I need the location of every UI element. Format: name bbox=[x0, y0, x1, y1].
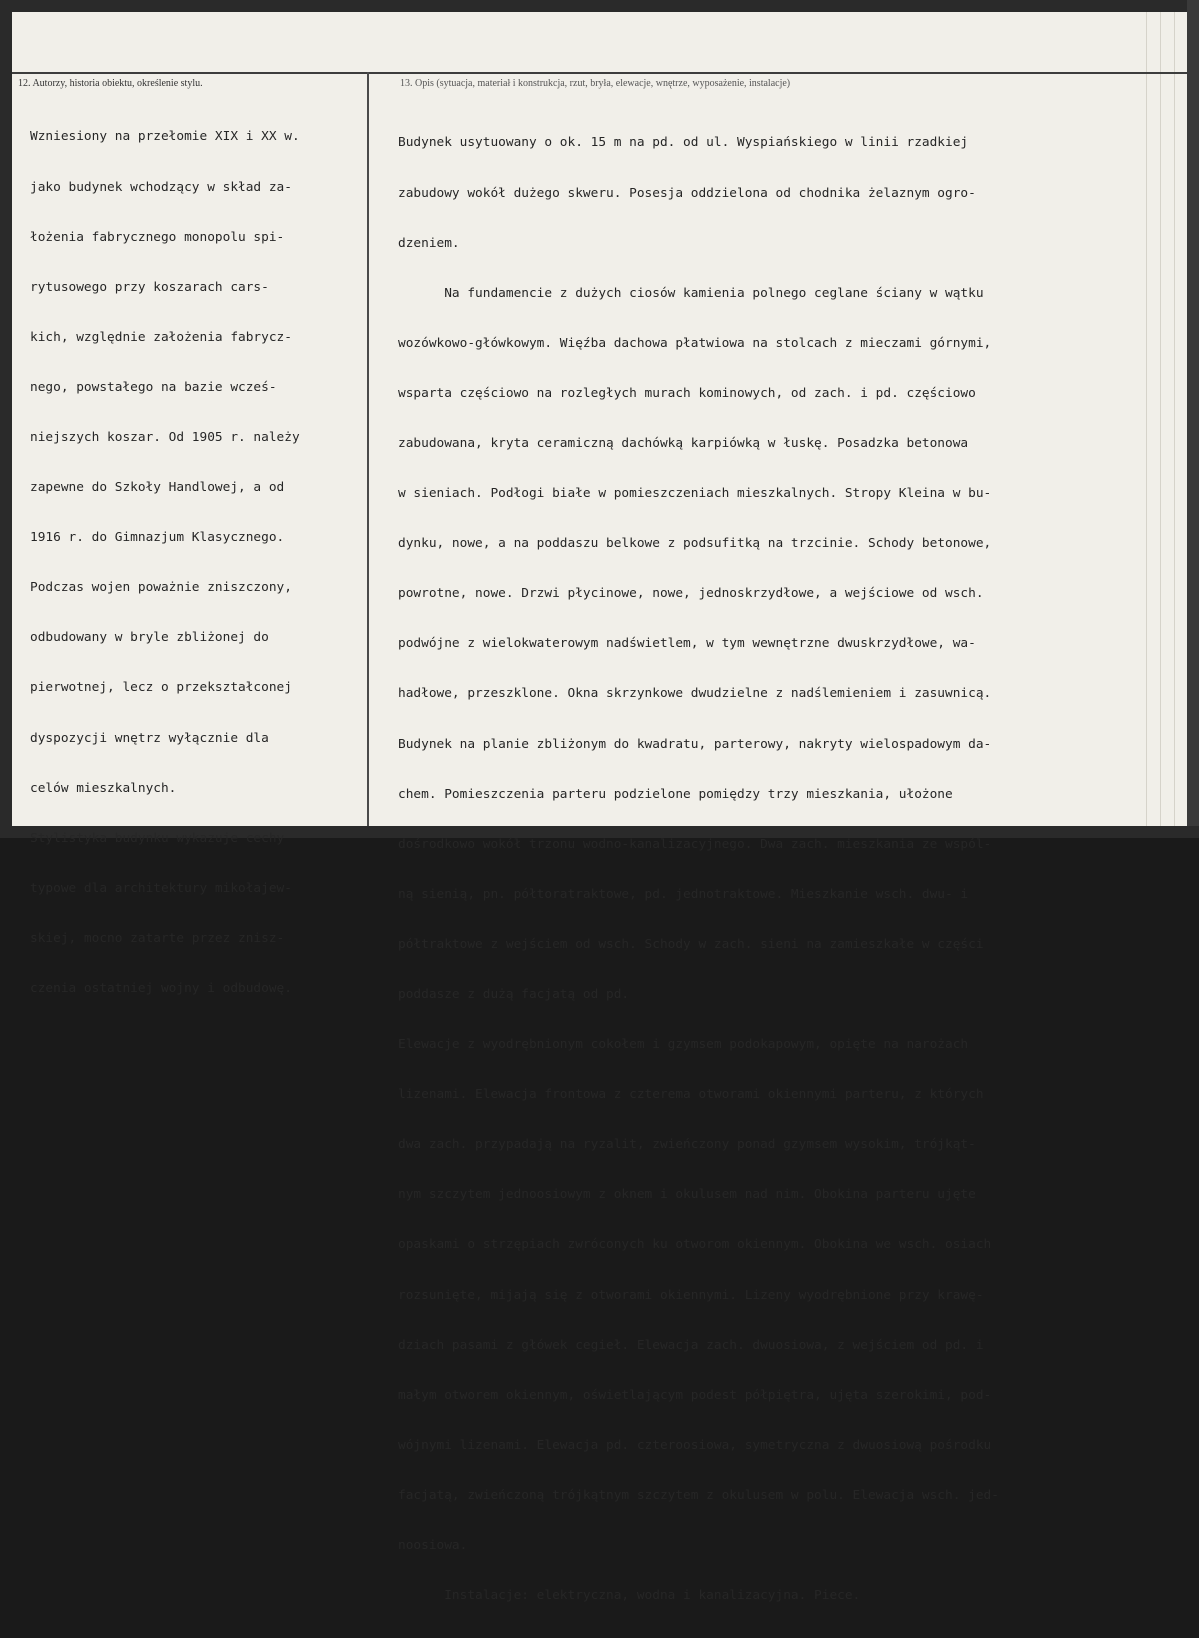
section-13-heading: 13. Opis (sytuacja, materiał i konstrukcja, rzut, bryła, elewacje, wnętrze, wyposażenie, instalacje) bbox=[400, 78, 791, 89]
text-line: dwa zach. przypadają na ryzalit, zwieńczony ponad gzymsem wysokim, trójkąt- bbox=[398, 1137, 976, 1153]
text-line: wozówkowo-główkowym. Więźba dachowa płatwiowa na stolcach z mieczami górnymi, bbox=[398, 335, 992, 351]
section-12-heading: 12. Autorzy, historia obiektu, określenie stylu. bbox=[18, 78, 203, 89]
text-line: rytusowego przy koszarach cars- bbox=[30, 279, 269, 295]
text-line: dzeniem. bbox=[398, 235, 460, 251]
text-line: facjatą, zwieńczoną trójkątnym szczytem z okulusem w polu. Elewacja wsch. jed- bbox=[398, 1487, 999, 1503]
text-line: celów mieszkalnych. bbox=[30, 780, 177, 796]
text-line: dośrodkowo wokół trzonu wodno-kanalizacyjnego. Dwa zach. mieszkania ze wspól- bbox=[398, 836, 992, 852]
text-line: noosiowa. bbox=[398, 1538, 468, 1554]
card-edge-line bbox=[1160, 12, 1161, 826]
text-line: odbudowany w bryle zbliżonej do bbox=[30, 630, 269, 646]
text-line: lizenami. Elewacja frontowa z czterema otworami okiennymi parteru, z których bbox=[398, 1087, 984, 1103]
text-line: pierwotnej, lecz o przekształconej bbox=[30, 680, 292, 696]
history-text bbox=[30, 96, 300, 1031]
text-line: półtraktowe z wejściem od wsch. Schody w zach. sieni na zamieszkałe w części bbox=[398, 936, 984, 952]
text-line: wójnymi lizenami. Elewacja pd. czteroosiowa, symetryczna z dwuosiową pośrodku bbox=[398, 1437, 992, 1453]
text-line: chem. Pomieszczenia parteru podzielone pomiędzy trzy mieszkania, ułożone bbox=[398, 786, 953, 802]
text-line: typowe dla architektury mikołajew- bbox=[30, 880, 292, 896]
text-line: Na fundamencie z dużych ciosów kamienia polnego ceglane ściany w wątku bbox=[398, 285, 984, 301]
text-line: rozsunięte, mijają się z otworami okiennymi. Lizeny wyodrębnione przy krawę- bbox=[398, 1287, 984, 1303]
text-line: skiej, mocno zatarte przez znisz- bbox=[30, 930, 285, 946]
text-line: Instalacje: elektryczna, wodna i kanalizacyjna. Piece. bbox=[398, 1588, 861, 1604]
text-line: Elewacje z wyodrębnionym cokołem i gzymsem podokapowym, opięte na narożach bbox=[398, 1037, 969, 1053]
text-line: dyspozycji wnętrz wyłącznie dla bbox=[30, 730, 269, 746]
text-line: wsparta częściowo na rozległych murach kominowych, od zach. i pd. częściowo bbox=[398, 385, 976, 401]
text-line: Budynek na planie zbliżonym do kwadratu, parterowy, nakryty wielospadowym da- bbox=[398, 736, 992, 752]
text-line: nym szczytem jednoosiowym z oknem i okulusem nad nim. Obokina parteru ujęte bbox=[398, 1187, 976, 1203]
text-line: Budynek usytuowany o ok. 15 m na pd. od ul. Wyspiańskiego w linii rzadkiej bbox=[398, 135, 969, 151]
text-line: poddasze z dużą facjatą od pd. bbox=[398, 987, 630, 1002]
scan-edge-top bbox=[0, 0, 1199, 12]
text-line: niejszych koszar. Od 1905 r. należy bbox=[30, 429, 300, 445]
scan-edge-right bbox=[1187, 0, 1199, 838]
text-line: zapewne do Szkoły Handlowej, a od bbox=[30, 480, 285, 496]
text-line: ną sienią, pn. półtoratraktowe, pd. jednotraktowe. Mieszkanie wsch. dwu- i bbox=[398, 886, 969, 902]
text-line: opaskami o strzępiach zwróconych ku otworom okiennym. Obokina we wsch. osiach bbox=[398, 1237, 992, 1253]
text-line: zabudowana, kryta ceramiczną dachówką karpiówką w łuskę. Posadzka betonowa bbox=[398, 435, 969, 451]
scan-edge-left bbox=[0, 0, 12, 838]
text-line: dynku, nowe, a na poddaszu belkowe z podsufitką na trzcinie. Schody betonowe, bbox=[398, 536, 992, 552]
text-line: Podczas wojen poważnie zniszczony, bbox=[30, 580, 292, 596]
text-line: zabudowy wokół dużego skweru. Posesja oddzielona od chodnika żelaznym ogro- bbox=[398, 185, 976, 201]
card-edge-line bbox=[1146, 12, 1147, 826]
text-line: powrotne, nowe. Drzwi płycinowe, nowe, jednoskrzydłowe, a wejściowe od wsch. bbox=[398, 586, 984, 602]
column-divider bbox=[367, 72, 369, 826]
header-rule bbox=[12, 72, 1187, 74]
text-line: małym otworem okiennym, oświetlającym podest półpiętra, ujęta szerokimi, pod- bbox=[398, 1387, 992, 1403]
text-line: łożenia fabrycznego monopolu spi- bbox=[30, 229, 285, 245]
card-edge-line bbox=[1174, 12, 1175, 826]
text-line: kich, względnie założenia fabrycz- bbox=[30, 329, 292, 345]
text-line: jako budynek wchodzący w skład za- bbox=[30, 179, 292, 195]
text-line: 1916 r. do Gimnazjum Klasycznego. bbox=[30, 530, 285, 546]
text-line: dziach pasami z główek cegieł. Elewacja zach. dwuosiowa, z wejściem od pd. i bbox=[398, 1337, 984, 1353]
text-line: Wzniesiony na przełomie XIX i XX w. bbox=[30, 129, 300, 145]
text-line: w sieniach. Podłogi białe w pomieszczeniach mieszkalnych. Stropy Kleina w bu- bbox=[398, 486, 992, 502]
text-line: podwójne z wielokwaterowym nadświetlem, w tym wewnętrzne dwuskrzydłowe, wa- bbox=[398, 636, 976, 652]
text-line: Stylistyka budynku wykazuje cechy bbox=[30, 830, 285, 846]
text-line: hadłowe, przeszklone. Okna skrzynkowe dwudzielne z nadślemieniem i zasuwnicą. bbox=[398, 686, 992, 702]
text-line: czenia ostatniej wojny i odbudowę. bbox=[30, 981, 292, 996]
text-line: nego, powstałego na bazie wcześ- bbox=[30, 379, 277, 395]
description-text bbox=[398, 102, 999, 1638]
